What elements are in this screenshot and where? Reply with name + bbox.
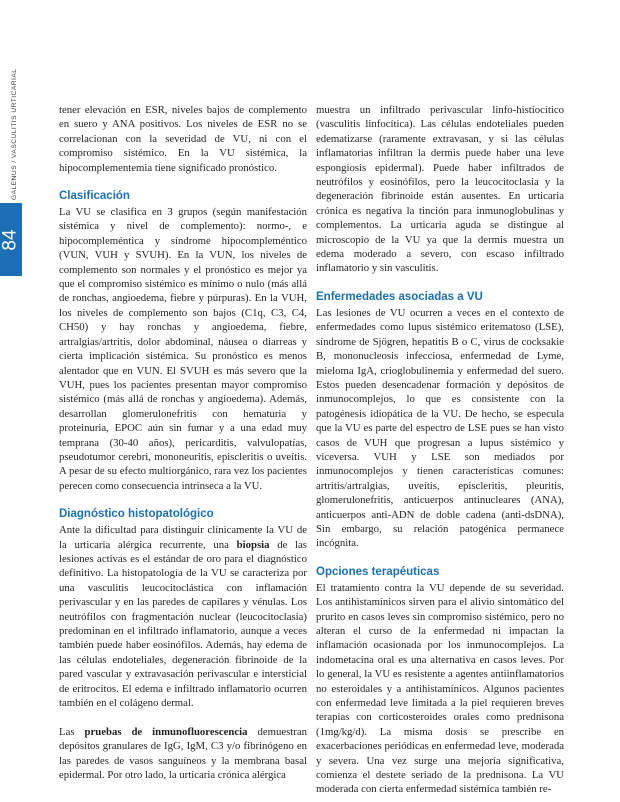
diagnostico-paragraph-2 <box>59 725 307 783</box>
enfermedades-heading: Enfermedades asociadas a VU <box>316 290 483 303</box>
opciones-paragraph: El tratamiento contra la VU depende de su severidad. Los antihistamínicos sirven para el alivio sintomático del prurito en casos leves sin compromiso sistémico, pero no alteran el curso de la enfermedad ni impactan la inflamación ocasionada por los inmunocomplejos. La indometacina oral es una alternativa en casos leves. Por lo general, la VU es resistente a agentes antiinflamatorios no esteroidales y a antihistamínicos. Algunos pacientes con enfermedad leve limitada a la piel requieren breves terapias con corticosteroides orales como prednisona (1mg/kg/d). La misma dosis se prescribe en exacerbaciones periódicas en enfermedad leve, moderada y severa. Una vez surge una mejoría significativa, comienza el destete seriado de la prednisona. La VU moderada con cierta enfermedad sistémica también re- <box>316 581 564 796</box>
diagnostico-heading: Diagnóstico histopatológico <box>59 508 214 521</box>
diagnostico-p2-text-a: Las <box>59 725 85 738</box>
page-number-tab <box>0 203 22 276</box>
left-column <box>59 103 307 782</box>
clasificacion-paragraph: La VU se clasifica en 3 grupos (según manifestación sistémica y nivel de complemento): normo-, e hipocompleméntica y síndrome hipocompleméntico (VUN, VUH y SVUH). En la VUN, los niveles de complemento son normales y el pronóstico es mejor ya que el compromiso sistémico es mínimo o nulo (más allá de ronchas, angioedema, fiebre y púrpuras). En la VUH, los niveles de complemento son bajos (C1q, C3, C4, CH50) y hay ronchas y angioedema, fiebre, artralgias/artritis, dolor abdominal, náusea o diarreas y cierta implicación sistémica. Su pronóstico es menos alentador que en VUN. El SVUH es más severo que la VUH, pues los pacientes presentan mayor compromiso sistémico (más allá de ronchas y angioedema). Además, desarrollan glomerulonefritis con hematuria y proteinuria, EPOC aún sin fumar y a una edad muy temprana (30-40 años), pericarditis, valvulopatías, pseudotumor cerebri, mononeuritis, episcleritis o uveítis. A pesar de su efecto multiorgánico, rara vez los pacientes perecen como consecuencia intrínseca a la VU. <box>59 206 307 492</box>
diagnostico-p2-text-b: demuestran depósitos granulares de IgG, IgM, C3 y/o fibrinógeno en las paredes de vasos sanguíneos y la membrana basal epidermal. Por otro lado, la urticaria crónica alérgica <box>59 725 307 782</box>
enfermedades-paragraph: Las lesiones de VU ocurren a veces en el contexto de enfermedades como lupus sistémico eritematoso (LSE), síndrome de Sjögren, hepatitis B o C, virus de cocksakie B, mononucleosis infecciosa, enfermedad de Lyme, mieloma IgA, crioglobulinemia y enfermedad del suero. Estos pueden desencadenar formación y depósitos de inmunocomplejos, lo que es consistente con la patogénesis idiopática de la VU. De hecho, se especula que la VU es parte del espectro de LSE pues se han visto casos de VUH que progresan a lupus sistémico y viceversa. VUH y LSE son mediados por inmunocomplejos y tienen características comunes: artritis/artralgias, uveítis, episcleritis, pleuritis, glomerulonefritis, anticuerpos antinucleares (ANA), anticuerpos anti-ADN de doble cadena (anti-dsDNA), Sin embargo, su relación patogénica permanece incógnita. <box>316 306 564 550</box>
right-column <box>316 103 564 797</box>
biopsia-term: biopsia <box>236 538 270 551</box>
running-head-text: GALENUS / VASCULITIS URTICARIAL <box>11 68 18 200</box>
diagnostico-p1-text-b: de las lesiones activas es el estándar de oro para el diagnóstico definitivo. La histopatología de la VU se caracteriza por una vasculitis leucocitoclástica con inflamación perivascular y en las paredes de capilares y vénulas. Los neutrófilos con fragmentación nuclear (leucocitoclasia) predominan en el infiltrado inflamatorio, aunque a veces también puede haber eosinófilos. Además, hay edema de las células endoteliales, degeneración fibrinoide de la pared vascular y extravasación perivascular e intersticial de eritrocitos. El edema e infiltrado inflamatorio ocurren también en el colágeno dermal. <box>59 538 307 710</box>
opciones-heading: Opciones terapéuticas <box>316 565 440 578</box>
diagnostico-paragraph-1 <box>59 523 307 710</box>
inmunofluorescencia-term: pruebas de inmunofluorescencia <box>84 725 248 738</box>
page-number: 84 <box>0 228 21 251</box>
intro-paragraph: tener elevación en ESR, niveles bajos de complemento en suero y ANA positivos. Los niveles de ESR no se correlacionan con la severidad de VU, ni con el compromiso sistémico. En la VU sistémica, la hipocomplementemia tiene significado pronóstico. <box>59 104 307 174</box>
continuation-paragraph: muestra un infiltrado perivascular linfo-histiocítico (vasculitis linfocítica). Las células endoteliales pueden edematizarse (raramente extravasan, y si las células inflamatorias infiltran la dermis puede haber una leve espongiosis epidermal). Puede haber infiltrados de neutrófilos y eosinófilos, pero la leucocitoclasia y la degeneración fibrinoide están ausentes. En urticaria crónica es negativa la tinción para inmunoglobulinas y complementos. La urticaria aguda se distingue al microscopio de la VU ya que la dermis muestra un edema moderado a severo, con escaso infiltrado inflamatorio y sin vasculitis. <box>316 104 564 275</box>
clasificacion-heading: Clasificación <box>59 190 130 203</box>
diagnostico-p1-text-a: Ante la dificultad para distinguir clínicamente la VU de la urticaria alérgica recurrente, una <box>59 524 307 551</box>
